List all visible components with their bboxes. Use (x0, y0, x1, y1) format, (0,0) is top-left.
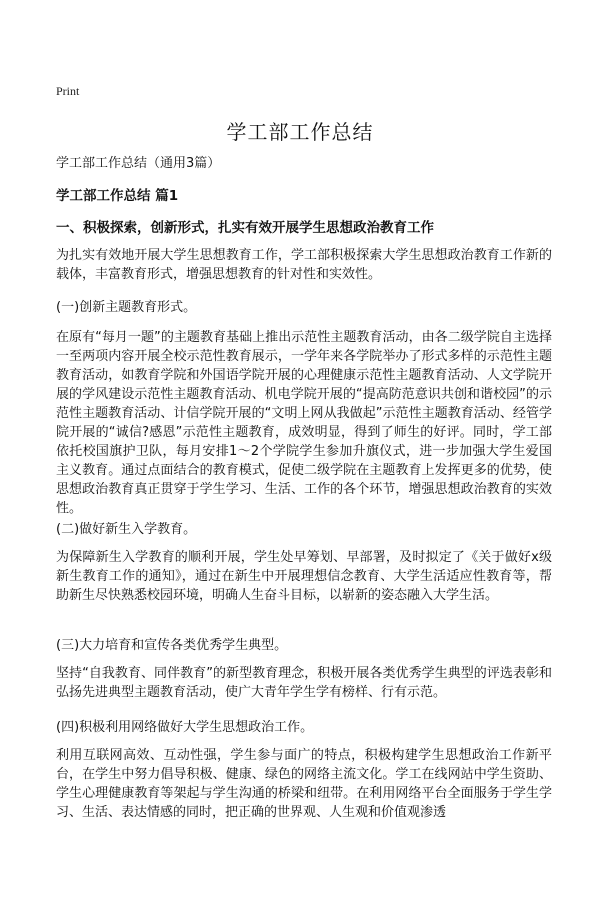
paragraph-2: 为保障新生入学教育的顺利开展，学生处早筹划、早部署，及时拟定了《关于做好x级新生教育工作的通知》，通过在新生中开展理想信念教育、大学生活适应性教育等，帮助新生尽快熟悉校园环境，明确人生奋斗目标，以崭新的姿态融入大学生活。 (56, 550, 552, 603)
intro-paragraph: 为扎实有效地开展大学生思想教育工作，学工部积极探索大学生思想政治教育工作新的载体，丰富教育形式，增强思想教育的针对性和实效性。 (56, 248, 552, 282)
paragraph-3: 坚持“自我教育、同伴教育”的新型教育理念，积极开展各类优秀学生典型的评选表彰和弘扬先进典型主题教育活动，使广大青年学生学有榜样、行有示范。 (56, 666, 552, 700)
subheading-4: (四)积极利用网络做好大学生思想政治工作。 (56, 720, 314, 735)
subheading-1: (一)创新主题教育形式。 (56, 300, 197, 315)
subheading-2: (二)做好新生入学教育。 (56, 522, 197, 537)
print-label: Print (56, 84, 80, 98)
document-subtitle: 学工部工作总结（通用3篇） (56, 156, 221, 171)
document-title: 学工部工作总结 (226, 120, 374, 144)
part-heading: 学工部工作总结 篇1 (56, 188, 179, 204)
subheading-3: (三)大力培育和宣传各类优秀学生典型。 (56, 638, 288, 653)
paragraph-4: 利用互联网高效、互动性强，学生参与面广的特点，积极构建学生思想政治工作新平台，在学生中努力倡导积极、健康、绿色的网络主流文化。学工在线网站中学生资助、学生心理健康教育等架起与学生沟通的桥梁和纽带。在利用网络平台全面服务于学生学习、生活、表达情感的同时，把正确的世界观、人生观和价值观渗透 (56, 748, 552, 820)
paragraph-1: 在原有“每月一题”的主题教育基础上推出示范性主题教育活动，由各二级学院自主选择一至两项内容开展全校示范性教育展示，一学年来各学院举办了形式多样的示范性主题教育活动，如教育学院和外国语学院开展的心理健康示范性主题教育活动、人文学院开展的学风建设示范性主题教育活动、机电学院开展的“提高防范意识共创和谐校园”的示范性主题教育活动、计信学院开展的“文明上网从我做起”示范性主题教育活动、经管学院开展的“诚信?感恩”示范性主题教育，成效明显，得到了师生的好评。同时，学工部依托校国旗护卫队，每月安排1～2个学院学生参加升旗仪式，进一步加强大学生爱国主义教育。通过点面结合的教育模式，促使二级学院在主题教育上发挥更多的优势，使思想政治教育真正贯穿于学生学习、生活、工作的各个环节，增强思想政治教育的实效性。 (56, 330, 552, 516)
section-heading: 一、积极探索，创新形式，扎实有效开展学生思想政治教育工作 (56, 220, 434, 236)
